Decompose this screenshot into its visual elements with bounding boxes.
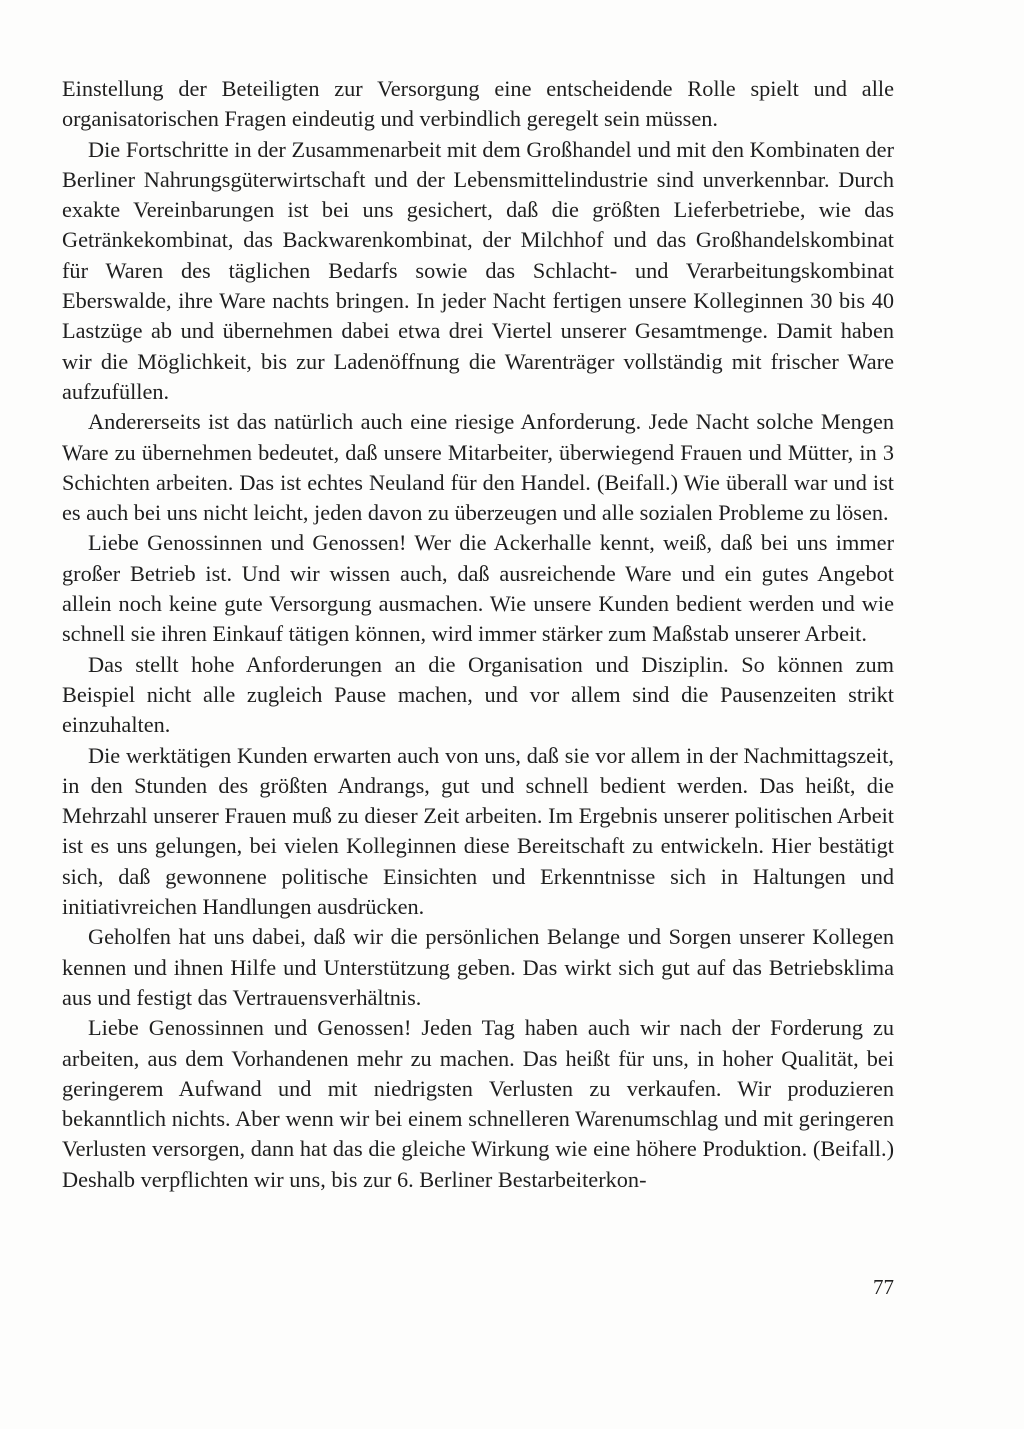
paragraph-3: Andererseits ist das natürlich auch eine riesige Anforderung. Jede Nacht solche Mengen Ware zu übernehmen bedeutet, daß unsere Mitarbeiter, überwiegend Frauen und Mütter, in 3 Schichten arbeiten. Das ist echtes Neuland für den Handel. (Beifall.) Wie überall war und ist es auch bei uns nicht leicht, jeden davon zu überzeugen und alle sozialen Probleme zu lösen. xyxy=(62,409,894,526)
paragraph-6: Die werktätigen Kunden erwarten auch von uns, daß sie vor allem in der Nachmittagszeit, in den Stunden des größten Andrangs, gut und schnell bedient werden. Das heißt, die Mehrzahl unserer Frauen muß zu dieser Zeit arbeiten. Im Ergebnis unserer politischen Arbeit ist es uns gelungen, bei vielen Kolleginnen diese Bereitschaft zu entwickeln. Hier bestätigt sich, daß gewonnene politische Einsichten und Erkenntnisse sich in Haltungen und initiativreichen Handlungen ausdrücken. xyxy=(62,742,894,920)
page-number: 77 xyxy=(873,1275,894,1299)
paragraph-2: Die Fortschritte in der Zusammenarbeit mit dem Großhandel und mit den Kombinaten der Berliner Nahrungsgüterwirtschaft und der Lebensmittelindustrie sind unverkennbar. Durch exakte Vereinbarungen ist bei uns gesichert, daß die größten Lieferbetriebe, wie das Getränkekombinat, das Backwarenkombinat, der Milchhof und das Großhandelskombinat für Waren des täglichen Bedarfs sowie das Schlacht- und Verarbeitungskombinat Eberswalde, ihre Ware nachts bringen. In jeder Nacht fertigen unsere Kolleginnen 30 bis 40 Lastzüge ab und übernehmen dabei etwa drei Viertel unserer Gesamtmenge. Damit haben wir die Möglichkeit, bis zur Ladenöffnung die Warenträger vollständig mit frischer Ware aufzufüllen. xyxy=(62,136,894,404)
paragraph-1: Einstellung der Beteiligten zur Versorgung eine entscheidende Rolle spielt und alle organisatorischen Fragen eindeutig und verbindlich geregelt sein müssen. xyxy=(62,76,894,132)
paragraph-5: Das stellt hohe Anforderungen an die Organisation und Disziplin. So können zum Beispiel nicht alle zugleich Pause machen, und vor allem sind die Pausenzeiten strikt einzuhalten. xyxy=(62,651,894,738)
paragraph-8: Liebe Genossinnen und Genossen! Jeden Tag haben auch wir nach der Forderung zu arbeiten, aus dem Vorhandenen mehr zu machen. Das heißt für uns, in hoher Qualität, bei geringerem Aufwand und mit niedrigsten Verlusten zu verkaufen. Wir produzieren bekanntlich nichts. Aber wenn wir bei einem schnelleren Warenumschlag und mit geringeren Verlusten versorgen, dann hat das die gleiche Wirkung wie eine höhere Produktion. (Beifall.) Deshalb verpflichten wir uns, bis zur 6. Berliner Bestarbeiterkon- xyxy=(62,1015,894,1192)
paragraph-4: Liebe Genossinnen und Genossen! Wer die Ackerhalle kennt, weiß, daß bei uns immer großer Betrieb ist. Und wir wissen auch, daß ausreichende Ware und ein gutes Angebot allein noch keine gute Versorgung ausmachen. Wie unsere Kunden bedient werden und wie schnell sie ihren Einkauf tätigen können, wird immer stärker zum Maßstab unserer Arbeit. xyxy=(62,530,894,647)
body-text xyxy=(62,74,894,1195)
paragraph-7: Geholfen hat uns dabei, daß wir die persönlichen Belange und Sorgen unserer Kollegen kennen und ihnen Hilfe und Unterstützung geben. Das wirkt sich gut auf das Betriebsklima aus und festigt das Vertrauensverhältnis. xyxy=(62,924,894,1010)
